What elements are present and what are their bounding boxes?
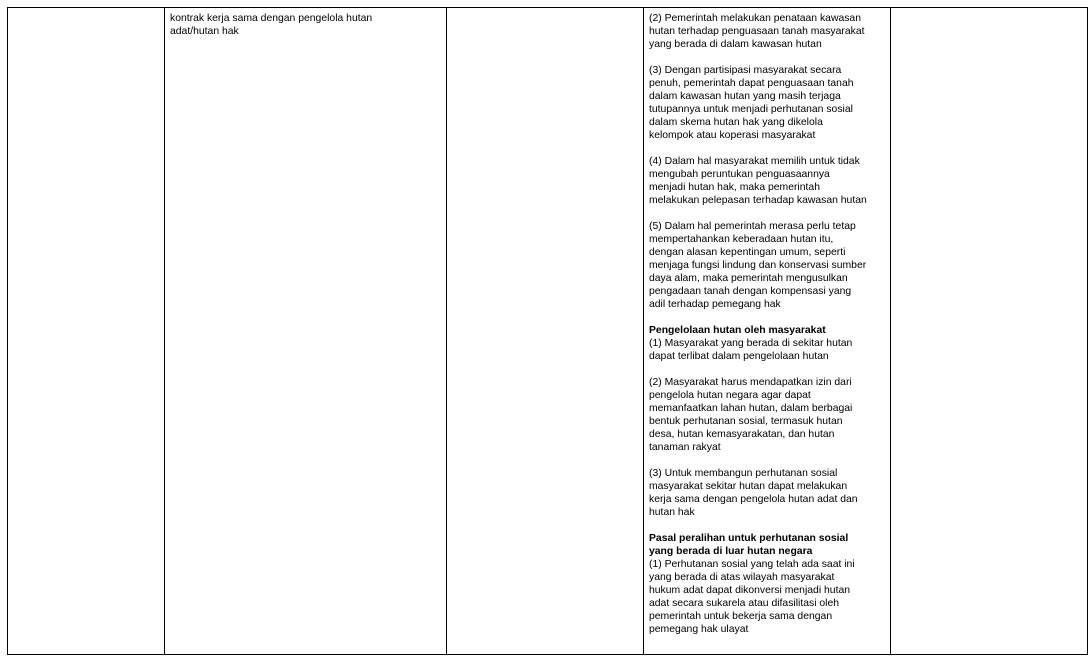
cell-text: kontrak kerja sama dengan pengelola hutan adat/hutan hak [170, 13, 373, 37]
paragraph-2: (2) Pemerintah melakukan penataan kawasan hutan terhadap penguasaan tanah masyarakat yang berada di dalam kawasan hutan [649, 13, 865, 50]
section2-paragraph-1: (1) Perhutanan sosial yang telah ada saat ini yang berada di atas wilayah masyarakat hukum adat dapat dikonversi menjadi hutan adat secara sukarela atau difasilitasi oleh pemerintah untuk bekerja sama dengan pemegang hak ulayat [649, 559, 855, 635]
table-row [8, 8, 1088, 655]
section1-paragraph-3: (3) Untuk membangun perhutanan sosial masyarakat sekitar hutan dapat melakukan kerja sama dengan pengelola hutan adat dan hutan hak [649, 468, 858, 518]
section1-paragraph-2: (2) Masyarakat harus mendapatkan izin dari pengelola hutan negara agar dapat memanfaatkan lahan hutan, dalam berbagai bentuk perhutanan sosial, termasuk hutan desa, hutan kemasyarakatan, dan hutan tanaman rakyat [649, 377, 853, 453]
table-cell-col5 [891, 8, 1088, 655]
section-heading: Pengelolaan hutan oleh masyarakat [649, 325, 826, 336]
paragraph-3: (3) Dengan partisipasi masyarakat secara penuh, pemerintah dapat penguasaan tanah dalam kawasan hutan yang masih terjaga tutupannya untuk menjadi perhutanan sosial dalam skema hutan hak yang dikelola kelompok atau koperasi masyarakat [649, 65, 854, 141]
section1-paragraph-1: (1) Masyarakat yang berada di sekitar hutan dapat terlibat dalam pengelolaan hutan [649, 338, 853, 362]
table-cell-col1 [8, 8, 165, 655]
table-cell-col3 [447, 8, 644, 655]
paragraph-5: (5) Dalam hal pemerintah merasa perlu tetap mempertahankan keberadaan hutan itu, dengan alasan kepentingan umum, seperti menjaga fungsi lindung dan konservasi sumber daya alam, maka pemerintah mengusulkan pengadaan tanah dengan kompensasi yang adil terhadap pemegang hak [649, 221, 867, 310]
document-table [7, 7, 1088, 655]
paragraph-4: (4) Dalam hal masyarakat memilih untuk tidak mengubah peruntukan penguasaannya menjadi hutan hak, maka pemerintah melakukan pelepasan terhadap kawasan hutan [649, 156, 867, 206]
section-heading: Pasal peralihan untuk perhutanan sosial yang berada di luar hutan negara [649, 533, 849, 557]
table-cell-col4 [644, 8, 891, 655]
table-cell-col2 [165, 8, 447, 655]
